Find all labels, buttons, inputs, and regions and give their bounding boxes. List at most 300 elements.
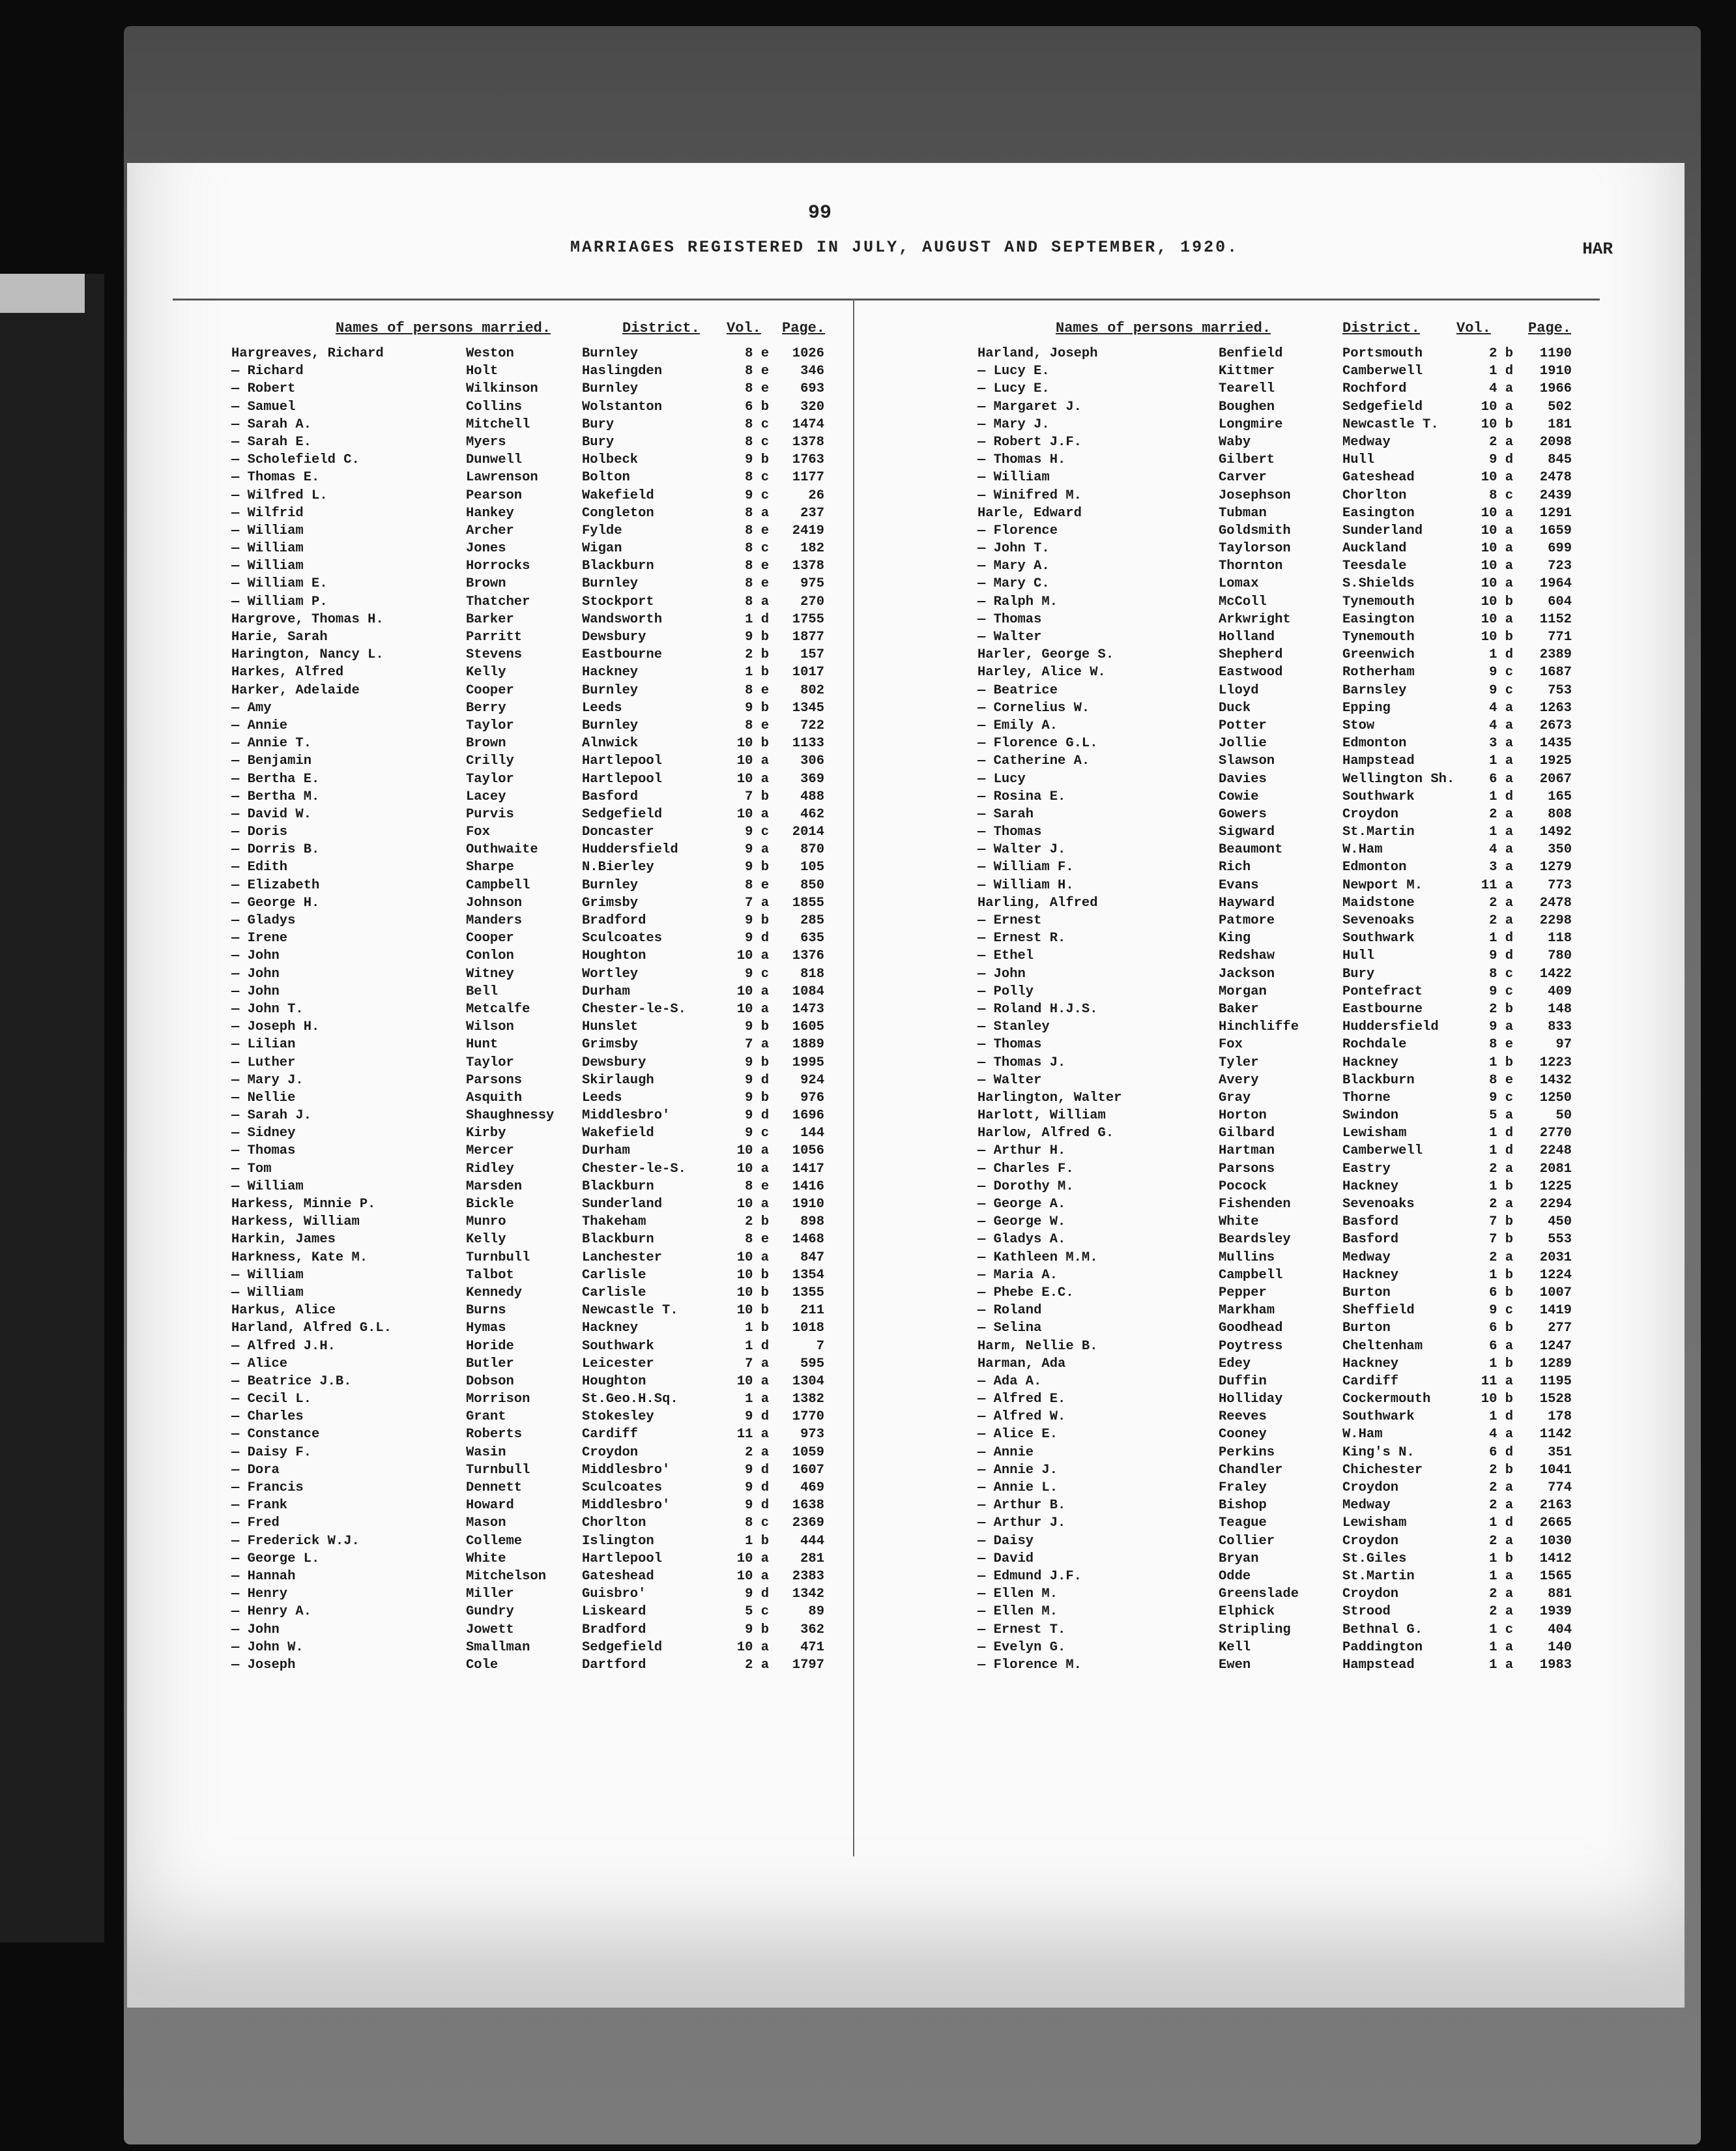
entry-page: 771 (1548, 630, 1572, 645)
entry-page: 1983 (1539, 1657, 1572, 1673)
entry-volume: 10 a (736, 984, 769, 999)
register-entry (977, 1426, 1584, 1443)
entry-page: 1925 (1539, 754, 1572, 769)
entry-volume: 7 b (1489, 1232, 1513, 1248)
entry-spouse-surname: Kelly (466, 1232, 506, 1248)
entry-district: Islington (582, 1533, 654, 1549)
register-entry (977, 717, 1584, 735)
register-entry (977, 752, 1584, 770)
entry-spouse-surname: Markham (1219, 1303, 1275, 1319)
entry-page: 881 (1548, 1587, 1572, 1602)
register-entry (977, 487, 1584, 505)
entry-spouse-surname: Bickle (466, 1197, 514, 1212)
entry-spouse-surname: Edey (1219, 1356, 1251, 1371)
entry-spouse-surname: Mitchelson (466, 1568, 547, 1584)
entry-page: 1417 (792, 1161, 824, 1177)
entry-page: 211 (800, 1303, 824, 1319)
register-entry (977, 1036, 1584, 1053)
entry-volume: 4 a (1489, 381, 1513, 397)
register-entry (231, 646, 831, 664)
entry-spouse-surname: Purvis (466, 806, 514, 822)
entry-district: Hampstead (1342, 754, 1415, 769)
register-entry (977, 1497, 1584, 1514)
entry-district: Croydon (582, 1444, 639, 1460)
register-entry (977, 1054, 1584, 1072)
register-entry (231, 522, 831, 540)
entry-name: — Catherine A. (977, 754, 1090, 769)
entry-spouse-surname: Thatcher (466, 594, 530, 609)
register-entry (231, 841, 831, 858)
entry-name: — Constance (231, 1427, 320, 1442)
entry-volume: 1 d (1489, 1143, 1513, 1159)
entry-district: Basford (1342, 1214, 1399, 1230)
register-entry (977, 1160, 1584, 1178)
entry-volume: 5 a (1489, 1108, 1513, 1124)
entry-page: 1763 (792, 452, 824, 468)
entry-name: Hargrove, Thomas H. (231, 611, 384, 627)
entry-volume: 7 a (745, 1356, 769, 1371)
entry-volume: 1 a (745, 1392, 769, 1407)
entry-district: Hackney (1342, 1055, 1399, 1070)
entry-page: 462 (800, 806, 824, 822)
entry-spouse-surname: Holt (466, 364, 499, 379)
entry-spouse-surname: Colleme (466, 1533, 523, 1549)
entry-page: 1910 (792, 1197, 824, 1212)
entry-page: 1059 (792, 1444, 824, 1460)
entry-name: — Doris (231, 825, 288, 840)
register-entry (977, 646, 1584, 664)
register-entry (977, 469, 1584, 486)
entry-page: 1142 (1539, 1427, 1572, 1442)
register-entry (977, 1373, 1584, 1390)
entry-volume: 10 a (736, 806, 769, 822)
entry-spouse-surname: Mason (466, 1515, 506, 1531)
entry-name: — Florence M. (977, 1657, 1082, 1673)
entry-page: 1291 (1539, 505, 1572, 521)
entry-district: Southwark (1342, 931, 1415, 946)
entry-district: Croydon (1342, 1533, 1399, 1549)
entry-page: 362 (800, 1622, 824, 1637)
entry-district: Sedgefield (1342, 399, 1423, 415)
entry-district: Wakefield (582, 488, 654, 503)
entry-district: King's N. (1342, 1444, 1415, 1460)
entry-district: Stockport (582, 594, 654, 609)
entry-name: — George A. (977, 1197, 1066, 1212)
register-entry (231, 398, 831, 416)
entry-name: — George L. (231, 1551, 320, 1566)
entry-page: 1605 (792, 1019, 824, 1035)
entry-spouse-surname: Bishop (1219, 1498, 1267, 1514)
entry-name: Harman, Ada (977, 1356, 1066, 1371)
entry-spouse-surname: Davies (1219, 771, 1267, 787)
entry-name: — Ellen M. (977, 1587, 1058, 1602)
register-entry (977, 1284, 1584, 1302)
entry-volume: 2 a (1489, 1533, 1513, 1549)
entry-spouse-surname: Wasin (466, 1444, 506, 1460)
entry-district: Portsmouth (1342, 346, 1423, 361)
entry-district: Hull (1342, 452, 1375, 468)
register-entry (231, 983, 831, 1001)
register-entry (231, 1373, 831, 1390)
entry-page: 26 (808, 488, 824, 503)
entry-spouse-surname: Brown (466, 576, 506, 592)
entry-volume: 3 a (1489, 860, 1513, 875)
entry-volume: 8 e (745, 682, 769, 698)
entry-name: — Lucy E. (977, 381, 1050, 397)
entry-name: — Gladys (231, 913, 296, 928)
entry-name: Harie, Sarah (231, 630, 328, 645)
entry-spouse-surname: Mullins (1219, 1250, 1275, 1265)
entry-spouse-surname: Weston (466, 346, 514, 361)
left-column (231, 316, 831, 1674)
entry-name: — Alfred W. (977, 1409, 1066, 1425)
entry-name: — Roland (977, 1303, 1042, 1319)
register-entry (231, 752, 831, 770)
entry-district: Chorlton (582, 1515, 646, 1531)
entry-volume: 8 e (745, 364, 769, 379)
entry-page: 320 (800, 399, 824, 415)
entry-page: 1659 (1539, 523, 1572, 538)
entry-volume: 9 d (745, 1108, 769, 1124)
entry-volume: 8 e (745, 381, 769, 397)
entry-volume: 1 c (1489, 1622, 1513, 1637)
entry-page: 1412 (1539, 1551, 1572, 1566)
entry-name: Harkness, Kate M. (231, 1250, 368, 1265)
entry-page: 2478 (1539, 470, 1572, 486)
entry-name: — Beatrice (977, 682, 1058, 698)
entry-spouse-surname: Hunt (466, 1037, 499, 1053)
entry-volume: 8 e (1489, 1037, 1513, 1053)
entry-district: Middlesbro' (582, 1108, 671, 1124)
entry-spouse-surname: Lawrenson (466, 470, 538, 486)
entry-page: 773 (1548, 877, 1572, 893)
entry-name: — William (231, 1267, 304, 1283)
register-entry (977, 1639, 1584, 1656)
entry-name: — Selina (977, 1321, 1042, 1336)
entry-name: — Nellie (231, 1090, 296, 1105)
entry-page: 2081 (1539, 1161, 1572, 1177)
entry-spouse-surname: Hartman (1219, 1143, 1275, 1159)
entry-volume: 10 b (736, 1285, 769, 1300)
entry-volume: 10 a (736, 1373, 769, 1389)
entry-district: Holbeck (582, 452, 639, 468)
entry-page: 1877 (792, 630, 824, 645)
register-entry (977, 1444, 1584, 1461)
register-entry (977, 380, 1584, 398)
entry-page: 285 (800, 913, 824, 928)
entry-page: 488 (800, 789, 824, 804)
register-entry (231, 1603, 831, 1620)
entry-district: W.Ham (1342, 842, 1383, 858)
entry-page: 1007 (1539, 1285, 1572, 1300)
entry-page: 595 (800, 1356, 824, 1371)
entry-page: 973 (800, 1427, 824, 1442)
entry-district: Cardiff (582, 1427, 639, 1442)
entry-name: Harlington, Walter (977, 1090, 1122, 1105)
entry-page: 1355 (792, 1285, 824, 1300)
entry-volume: 10 b (736, 736, 769, 752)
entry-district: Wandsworth (582, 611, 663, 627)
entry-volume: 4 a (1489, 718, 1513, 733)
entry-name: — Annie J. (977, 1462, 1058, 1478)
register-entry (977, 699, 1584, 717)
entry-name: — Cornelius W. (977, 700, 1090, 716)
entry-page: 140 (1548, 1639, 1572, 1655)
entry-district: Croydon (1342, 806, 1399, 822)
register-entry (231, 611, 831, 628)
entry-page: 1468 (792, 1232, 824, 1248)
entry-name: — Alice (231, 1356, 288, 1371)
register-entry (977, 894, 1584, 912)
entry-volume: 7 a (745, 895, 769, 911)
entry-volume: 10 a (1481, 576, 1513, 592)
entry-page: 1084 (792, 984, 824, 999)
entry-volume: 9 c (1489, 1090, 1513, 1105)
entry-name: — Ernest R. (977, 931, 1066, 946)
entry-name: — Evelyn G. (977, 1639, 1066, 1655)
entry-name: — Mary A. (977, 559, 1050, 574)
entry-name: — Sarah (977, 806, 1034, 822)
register-entry (231, 682, 831, 699)
entry-district: Chichester (1342, 1462, 1423, 1478)
entry-volume: 1 d (745, 611, 769, 627)
entry-page: 1435 (1539, 736, 1572, 752)
entry-district: Sedgefield (582, 806, 663, 822)
entry-spouse-surname: Johnson (466, 895, 523, 911)
entry-name: — Arthur H. (977, 1143, 1066, 1159)
entry-volume: 10 a (736, 1639, 769, 1655)
entry-name: — Daisy F. (231, 1444, 312, 1460)
entry-page: 780 (1548, 948, 1572, 964)
register-entry (231, 1639, 831, 1656)
entry-name: — Cecil L. (231, 1392, 312, 1407)
entry-spouse-surname: Roberts (466, 1427, 523, 1442)
register-entry (231, 717, 831, 735)
entry-district: Newcastle T. (1342, 417, 1439, 432)
entry-page: 1225 (1539, 1178, 1572, 1194)
register-entry (977, 593, 1584, 611)
entry-name: — Francis (231, 1480, 304, 1495)
entry-name: — Sarah A. (231, 417, 312, 432)
entry-page: 635 (800, 931, 824, 946)
entry-spouse-surname: Grant (466, 1409, 506, 1425)
entry-list (231, 345, 831, 1674)
entry-spouse-surname: Lomax (1219, 576, 1259, 592)
entry-page: 1026 (792, 346, 824, 361)
entry-page: 847 (800, 1250, 824, 1265)
entry-name: — George W. (977, 1214, 1066, 1230)
entry-district: Hackney (582, 1321, 639, 1336)
register-entry (977, 1656, 1584, 1674)
entry-spouse-surname: Morrison (466, 1392, 530, 1407)
entry-page: 1056 (792, 1143, 824, 1159)
entry-spouse-surname: Arkwright (1219, 611, 1291, 627)
entry-page: 409 (1548, 984, 1572, 999)
entry-name: — Winifred M. (977, 488, 1082, 503)
entry-page: 924 (800, 1072, 824, 1088)
entry-volume: 1 d (1489, 789, 1513, 804)
register-entry (231, 1319, 831, 1337)
register-entry (231, 858, 831, 876)
entry-volume: 9 b (745, 1055, 769, 1070)
entry-page: 1382 (792, 1392, 824, 1407)
entry-spouse-surname: Cole (466, 1657, 499, 1673)
entry-volume: 8 a (745, 505, 769, 521)
entry-spouse-surname: Taylor (466, 771, 514, 787)
entry-district: Greenwich (1342, 647, 1415, 663)
entry-page: 369 (800, 771, 824, 787)
register-entry (231, 540, 831, 557)
entry-district: Swindon (1342, 1108, 1399, 1124)
entry-name: — Mary C. (977, 576, 1050, 592)
entry-district: Bury (1342, 966, 1375, 982)
entry-district: Hackney (1342, 1356, 1399, 1371)
entry-page: 1177 (792, 470, 824, 486)
entry-page: 818 (800, 966, 824, 982)
column-header (231, 316, 831, 345)
entry-volume: 8 c (745, 470, 769, 486)
entry-name: Harington, Nancy L. (231, 647, 384, 663)
column-header (977, 316, 1584, 345)
entry-volume: 10 a (736, 1197, 769, 1212)
entry-volume: 1 a (1489, 1568, 1513, 1584)
entry-volume: 8 e (1489, 1072, 1513, 1088)
entry-district: Epping (1342, 700, 1391, 716)
register-entry (231, 557, 831, 575)
entry-district: Skirlaugh (582, 1072, 654, 1088)
entry-page: 1195 (1539, 1373, 1572, 1389)
entry-spouse-surname: Jones (466, 541, 506, 557)
entry-page: 277 (1548, 1321, 1572, 1336)
entry-volume: 10 b (736, 1303, 769, 1319)
entry-name: — Walter J. (977, 842, 1066, 858)
entry-district: Barnsley (1342, 682, 1407, 698)
entry-spouse-surname: Pocock (1219, 1178, 1267, 1194)
entry-spouse-surname: Holliday (1219, 1392, 1283, 1407)
entry-spouse-surname: Hankey (466, 505, 514, 521)
entry-volume: 8 c (1489, 488, 1513, 503)
register-entry (231, 1249, 831, 1266)
entry-spouse-surname: Waby (1219, 434, 1251, 450)
register-entry (977, 505, 1584, 522)
entry-spouse-surname: Campbell (466, 877, 530, 893)
entry-name: Harland, Joseph (977, 346, 1098, 361)
entry-spouse-surname: Tubman (1219, 505, 1267, 521)
entry-page: 1345 (792, 700, 824, 716)
register-entry (231, 1408, 831, 1426)
entry-page: 270 (800, 594, 824, 609)
register-entry (231, 929, 831, 947)
entry-page: 1289 (1539, 1356, 1572, 1371)
register-entry (231, 1018, 831, 1036)
entry-page: 1279 (1539, 860, 1572, 875)
entry-name: — Thomas H. (977, 452, 1066, 468)
register-entry (977, 451, 1584, 469)
register-entry (231, 1072, 831, 1089)
entry-spouse-surname: Beardsley (1219, 1232, 1291, 1248)
page-title: MARRIAGES REGISTERED IN JULY, AUGUST AND SEPTEMBER, 1920. (570, 238, 1239, 257)
header-district: District. (622, 320, 700, 336)
entry-volume: 1 b (745, 665, 769, 680)
register-entry (231, 1497, 831, 1514)
entry-page: 1966 (1539, 381, 1572, 397)
entry-volume: 8 e (745, 718, 769, 733)
entry-name: — Bertha E. (231, 771, 320, 787)
entry-spouse-surname: Gray (1219, 1090, 1251, 1105)
entry-volume: 10 a (1481, 611, 1513, 627)
entry-page: 1354 (792, 1267, 824, 1283)
entry-page: 1378 (792, 559, 824, 574)
entry-volume: 8 c (745, 541, 769, 557)
entry-volume: 10 a (736, 1250, 769, 1265)
entry-district: Eastbourne (582, 647, 663, 663)
entry-spouse-surname: Brown (466, 736, 506, 752)
entry-spouse-surname: Kittmer (1219, 364, 1275, 379)
entry-volume: 1 b (1489, 1551, 1513, 1566)
entry-volume: 9 b (745, 1090, 769, 1105)
register-entry (231, 1585, 831, 1603)
entry-name: — Mary J. (231, 1072, 304, 1088)
entry-name: — John (231, 984, 280, 999)
entry-spouse-surname: Thornton (1219, 559, 1283, 574)
register-entry (977, 1514, 1584, 1532)
entry-district: Edmonton (1342, 736, 1407, 752)
entry-page: 1492 (1539, 825, 1572, 840)
entry-district: St.Martin (1342, 1568, 1415, 1584)
entry-name: — Thomas (977, 1037, 1042, 1053)
entry-name: — Elizabeth (231, 877, 320, 893)
entry-spouse-surname: Lloyd (1219, 682, 1259, 698)
entry-district: Hampstead (1342, 1657, 1415, 1673)
entry-volume: 8 e (745, 1178, 769, 1194)
register-entry (231, 505, 831, 522)
entry-spouse-surname: White (466, 1551, 506, 1566)
entry-district: Gateshead (1342, 470, 1415, 486)
register-entry (977, 1231, 1584, 1248)
entry-spouse-surname: Munro (466, 1214, 506, 1230)
entry-spouse-surname: Crilly (466, 754, 514, 769)
register-entry (231, 1001, 831, 1018)
entry-district: Southwark (582, 1338, 654, 1354)
register-entry (977, 1461, 1584, 1479)
entry-page: 553 (1548, 1232, 1572, 1248)
entry-spouse-surname: Bell (466, 984, 499, 999)
entry-district: Medway (1342, 1250, 1391, 1265)
entry-spouse-surname: Lacey (466, 789, 506, 804)
entry-page: 774 (1548, 1480, 1572, 1495)
entry-volume: 10 a (736, 1568, 769, 1584)
entry-page: 471 (800, 1639, 824, 1655)
register-entry (977, 416, 1584, 433)
entry-district: Hackney (582, 665, 639, 680)
entry-name: — William (231, 523, 304, 538)
entry-spouse-surname: Mercer (466, 1143, 514, 1159)
entry-name: — Walter (977, 630, 1042, 645)
entry-volume: 8 c (745, 434, 769, 450)
entry-district: Hartlepool (582, 1551, 663, 1566)
entry-volume: 4 a (1489, 1427, 1513, 1442)
entry-district: Strood (1342, 1604, 1391, 1620)
entry-district: Edmonton (1342, 860, 1407, 875)
entry-volume: 1 a (1489, 825, 1513, 840)
entry-volume: 9 b (745, 1019, 769, 1035)
entry-volume: 9 d (745, 1498, 769, 1514)
entry-district: Gateshead (582, 1568, 654, 1584)
entry-page: 604 (1548, 594, 1572, 609)
entry-page: 870 (800, 842, 824, 858)
entry-district: Burnley (582, 381, 639, 397)
entry-spouse-surname: Morgan (1219, 984, 1267, 999)
